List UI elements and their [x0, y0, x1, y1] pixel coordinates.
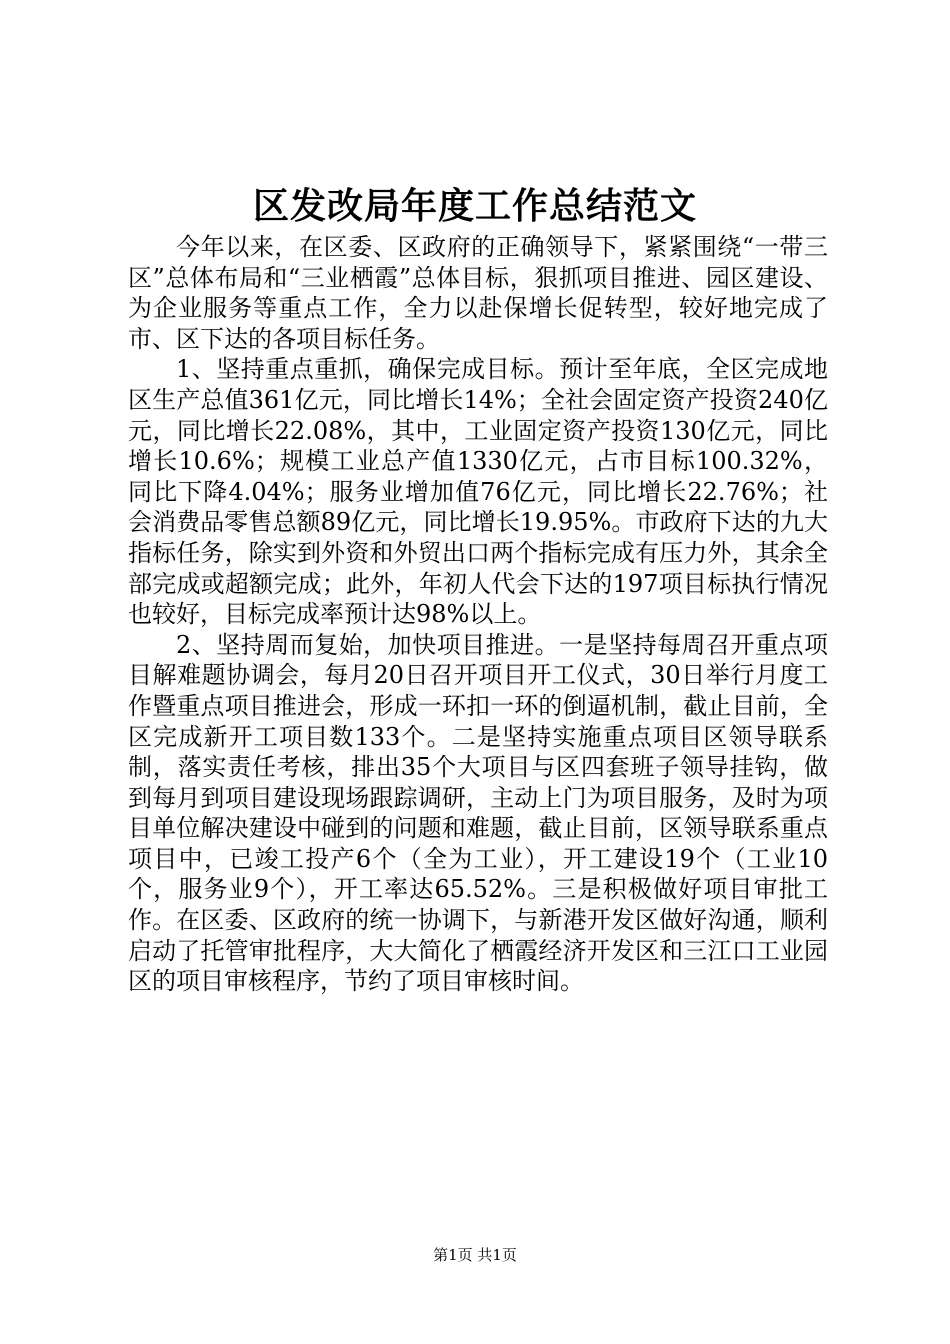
document-body — [128, 232, 828, 997]
paragraph-intro: 今年以来，在区委、区政府的正确领导下，紧紧围绕“一带三区”总体布局和“三业栖霞”总体目标，狠抓项目推进、园区建设、为企业服务等重点工作，全力以赴保增长促转型，较好地完成了市、区下达的各项目标任务。 — [128, 233, 828, 353]
page-footer: 第1页 共1页 — [433, 1246, 517, 1264]
paragraph-goals: 1、坚持重点重抓，确保完成目标。预计至年底，全区完成地区生产总值361亿元，同比增长14%；全社会固定资产投资240亿元，同比增长22.08%，其中，工业固定资产投资130亿元，同比增长10.6%；规模工业总产值1330亿元，占市目标100.32%，同比下降4.04%；服务业增加值76亿元，同比增长22.76%；社会消费品零售总额89亿元，同比增长19.95%。市政府下达的九大指标任务，除实到外资和外贸出口两个指标完成有压力外，其余全部完成或超额完成；此外，年初人代会下达的197项目标执行情况也较好，目标完成率预计达98%以上。 — [128, 355, 828, 629]
paragraph-projects: 2、坚持周而复始，加快项目推进。一是坚持每周召开重点项目解难题协调会，每月20日召开项目开工仪式，30日举行月度工作暨重点项目推进会，形成一环扣一环的倒逼机制，截止目前，全区完成新开工项目数133个。二是坚持实施重点项目区领导联系制，落实责任考核，排出35个大项目与区四套班子领导挂钩，做到每月到项目建设现场跟踪调研，主动上门为项目服务，及时为项目单位解决建设中碰到的问题和难题，截止目前，区领导联系重点项目中，已竣工投产6个（全为工业），开工建设19个（工业10个，服务业9个），开工率达65.52%。三是积极做好项目审批工作。在区委、区政府的统一协调下，与新港开发区做好沟通，顺利启动了托管审批程序，大大简化了栖霞经济开发区和三江口工业园区的项目审核程序，节约了项目审核时间。 — [128, 630, 828, 996]
document-title: 区发改局年度工作总结范文 — [252, 185, 697, 227]
